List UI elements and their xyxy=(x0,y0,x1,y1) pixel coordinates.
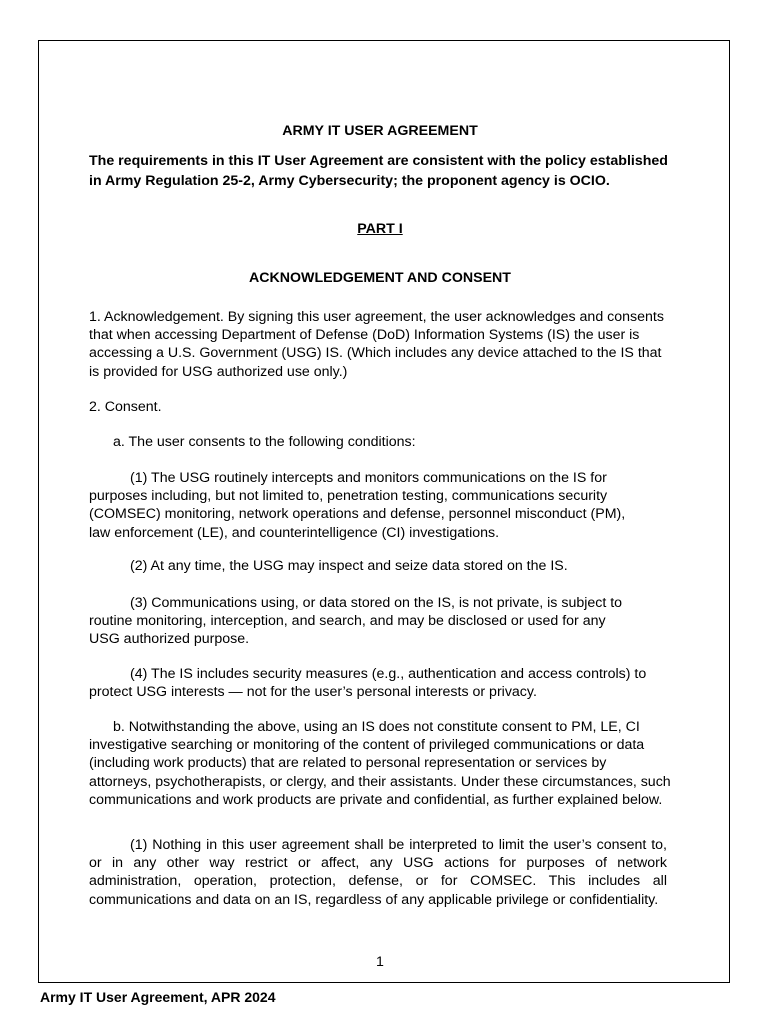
paragraph-condition-4: (4) The IS includes security measures (e.g., authentication and access controls) to protect USG interests — not for the user’s personal interests or privacy. xyxy=(89,666,647,701)
document-title: ARMY IT USER AGREEMENT xyxy=(282,123,478,139)
paragraph-b-1: (1) Nothing in this user agreement shall be interpreted to limit the user’s consent to, or in any other way restrict or affect, any USG actions for purposes of network administration, operation, protection, defense, or for COMSEC. This includes all communications and data on an IS, regardless of any applicable privilege or confidentiality. xyxy=(89,837,667,908)
paragraph-condition-2: (2) At any time, the USG may inspect and seize data stored on the IS. xyxy=(130,558,568,574)
paragraph-acknowledgement: 1. Acknowledgement. By signing this user agreement, the user acknowledges and consents that when accessing Department of Defense (DoD) Information Systems (IS) the user is accessing a U.S. Government (USG) IS. (Which includes any device attached to the IS that is provided for USG authorized use only.) xyxy=(89,309,664,380)
paragraph-condition-3: (3) Communications using, or data stored on the IS, is not private, is subject to routine monitoring, interception, and search, and may be disclosed or used for any USG authorized purpose. xyxy=(89,595,623,648)
paragraph-consent-a: a. The user consents to the following conditions: xyxy=(113,434,416,450)
section-heading: ACKNOWLEDGEMENT AND CONSENT xyxy=(249,270,511,286)
footer-text: Army IT User Agreement, APR 2024 xyxy=(40,989,276,1005)
paragraph-consent: 2. Consent. xyxy=(89,399,162,415)
paragraph-condition-1: (1) The USG routinely intercepts and monitors communications on the IS for purposes including, but not limited to, penetration testing, communications security (COMSEC) monitoring, network operations and defense, personnel misconduct (PM), law enforcement (LE), and counterintelligence (CI) investigations. xyxy=(89,470,626,541)
intro-paragraph: The requirements in this IT User Agreement are consistent with the policy established in Army Regulation 25-2, Army Cybersecurity; the proponent agency is OCIO. xyxy=(89,153,668,189)
paragraph-consent-b: b. Notwithstanding the above, using an IS does not constitute consent to PM, LE, CI investigative searching or monitoring of the content of privileged communications or data (including work products) that are related to personal representation or services by attorneys, psychotherapists, or clergy, and their assistants. Under these circumstances, such communications and work products are private and confidential, as further explained below. xyxy=(89,719,671,808)
page-number: 1 xyxy=(376,954,384,970)
part-heading: PART I xyxy=(357,221,403,237)
